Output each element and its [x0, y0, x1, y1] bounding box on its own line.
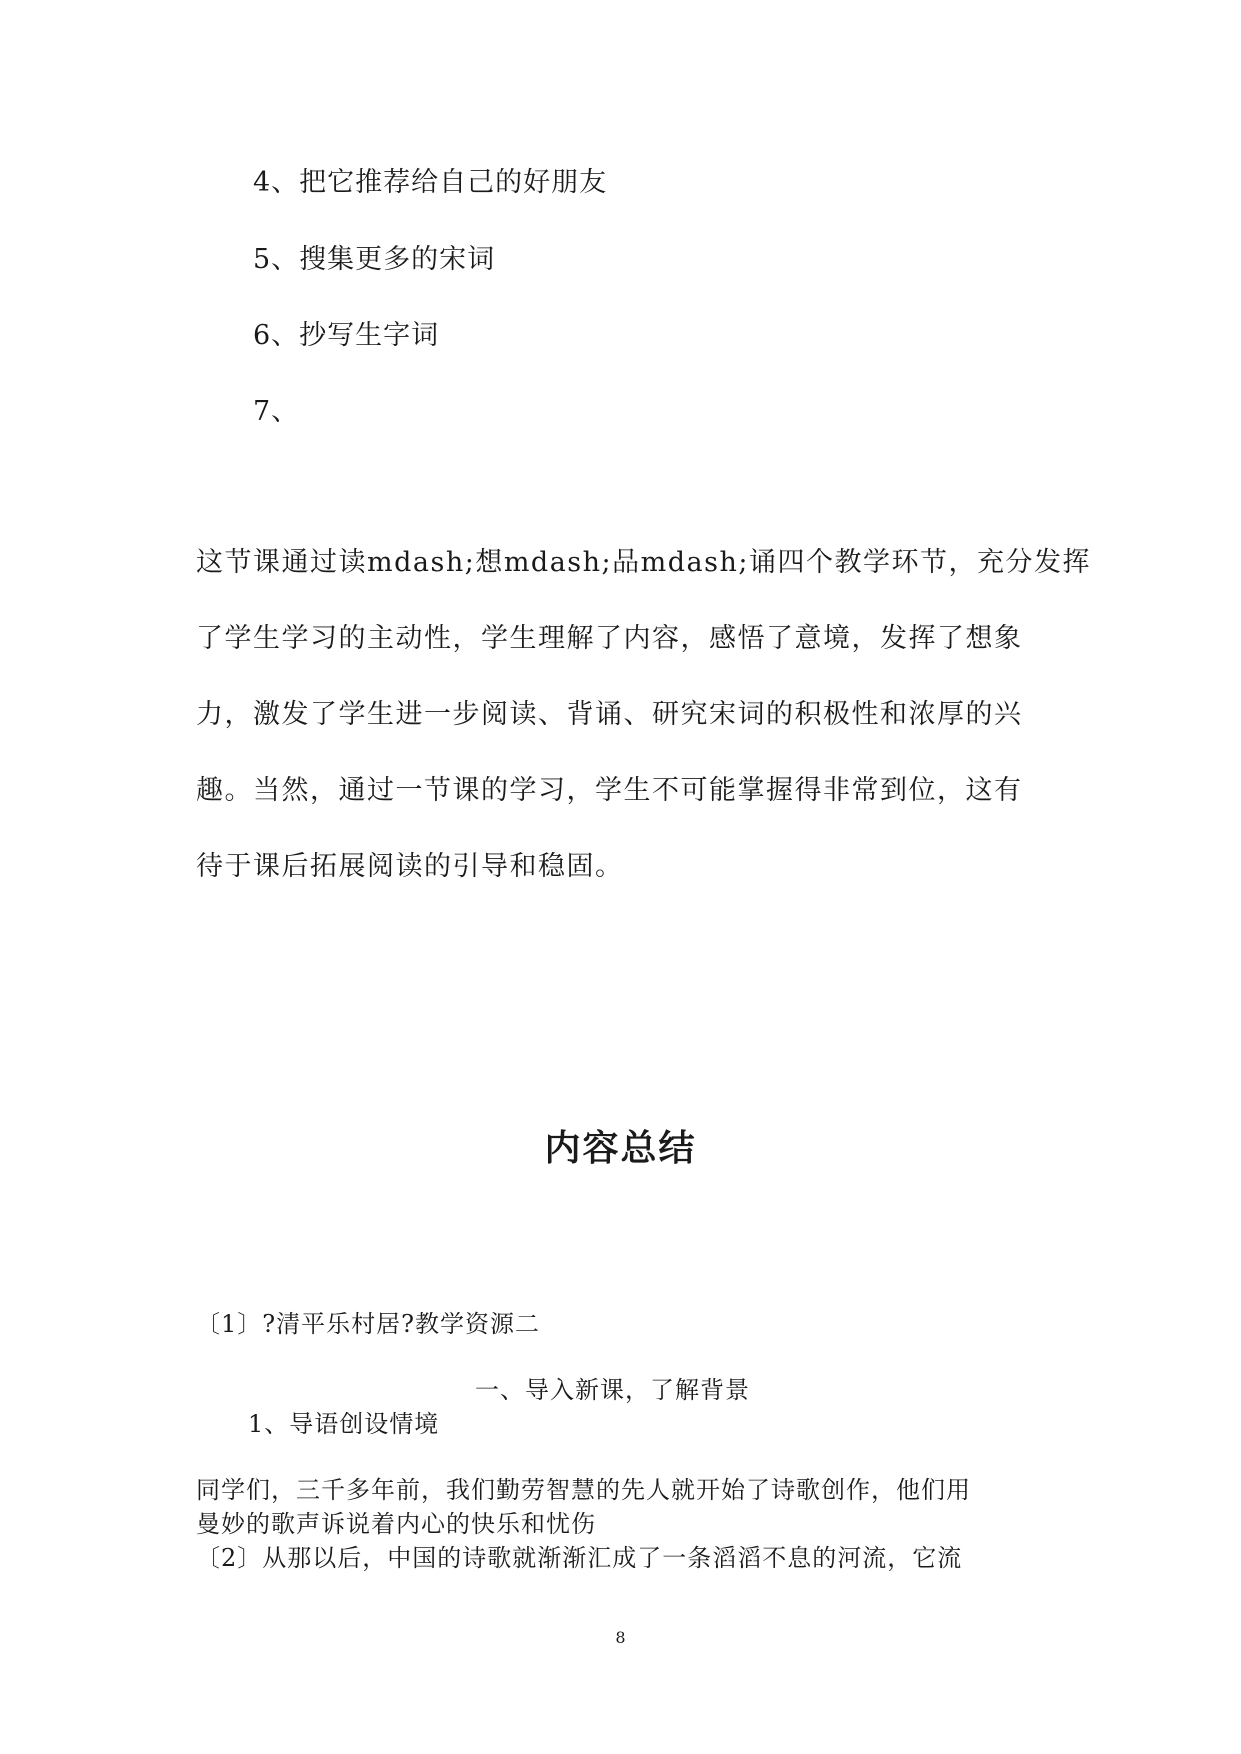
reflection-line-3: 力，激发了学生进一步阅读、背诵、研究宋词的积极性和浓厚的兴: [196, 699, 1023, 730]
section-title: 一、导入新课，了解背景: [475, 1376, 750, 1404]
reflection-line-1: 这节课通过读mdash;想mdash;品mdash;诵四个教学环节，充分发挥: [196, 547, 1091, 578]
reflection-line-5: 待于课后拓展阅读的引导和稳固。: [196, 851, 624, 882]
source-title: 〔1〕?清平乐村居?教学资源二: [196, 1310, 541, 1338]
reflection-line-4: 趣。当然，通过一节课的学习，学生不可能掌握得非常到位，这有: [196, 775, 1023, 806]
summary-body-line-1: 同学们，三千多年前，我们勤劳智慧的先人就开始了诗歌创作，他们用: [196, 1476, 971, 1504]
reflection-line-2: 了学生学习的主动性，学生理解了内容，感悟了意境，发挥了想象: [196, 623, 1023, 654]
list-item-4: 4、把它推荐给自己的好朋友: [253, 167, 608, 198]
summary-body-line-3: 〔2〕从那以后，中国的诗歌就渐渐汇成了一条滔滔不息的河流，它流: [196, 1544, 963, 1572]
summary-heading: 内容总结: [544, 1128, 697, 1169]
summary-body-line-2: 曼妙的歌声诉说着内心的快乐和忧伤: [196, 1510, 596, 1538]
subsection-title: 1、导语创设情境: [248, 1410, 440, 1438]
list-item-6: 6、抄写生字词: [253, 320, 440, 351]
page-number: 8: [615, 1628, 626, 1647]
list-item-7: 7、: [253, 396, 300, 427]
list-item-5: 5、搜集更多的宋词: [253, 244, 496, 275]
